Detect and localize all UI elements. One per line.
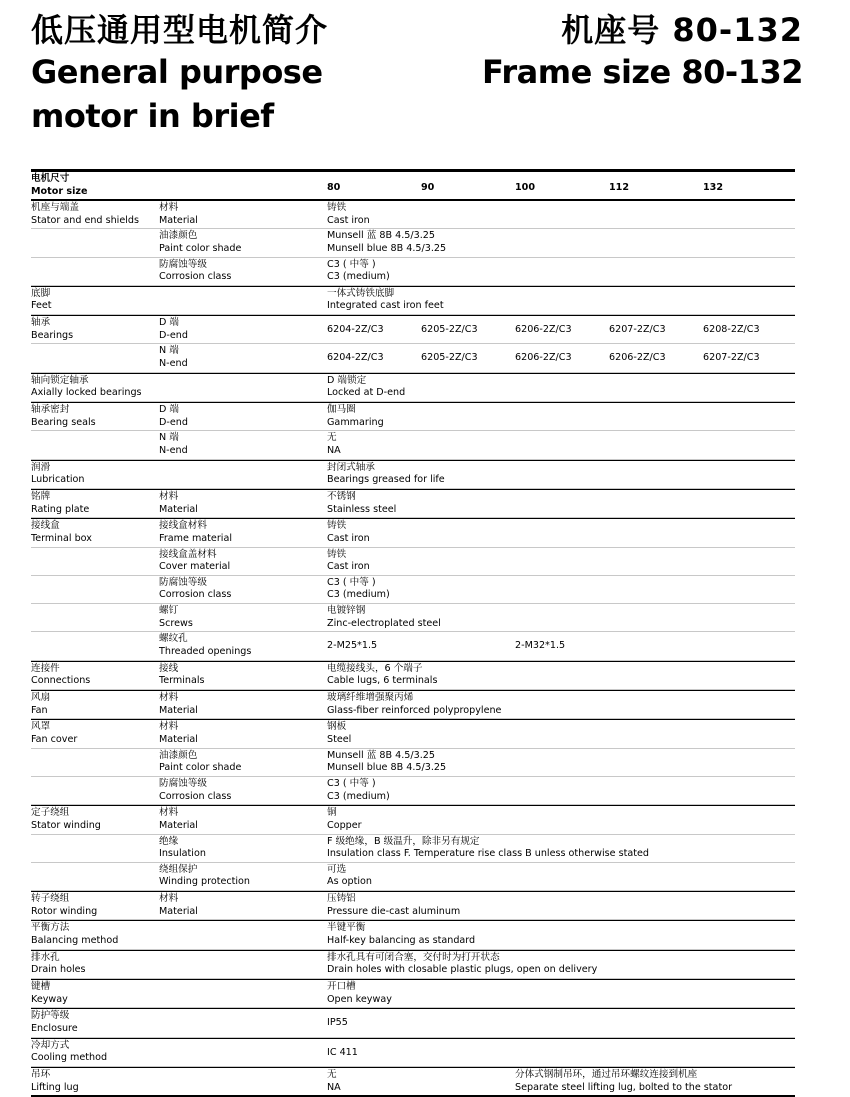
spec-value-en: Open keyway xyxy=(327,993,392,1005)
category-label-cn: 平衡方法 xyxy=(31,922,70,934)
spec-value xyxy=(327,663,437,688)
table-row xyxy=(31,373,795,402)
category-label-cn: 接线盒 xyxy=(31,520,60,532)
spec-value-en: Munsell blue 8B 4.5/3.25 xyxy=(327,762,447,774)
spec-value-en: Copper xyxy=(327,819,362,831)
size-value-100: 6206-2Z/C3 xyxy=(515,352,572,364)
category-label-en: Drain holes xyxy=(31,964,86,976)
spec-value-cn: 半键平衡 xyxy=(327,922,366,934)
spec-value-en: Cast iron xyxy=(327,561,370,573)
category-label-en: Lifting lug xyxy=(31,1081,79,1093)
size-value-90: 6205-2Z/C3 xyxy=(421,352,478,364)
subcategory-label xyxy=(159,836,206,861)
table-row xyxy=(31,576,795,604)
size-value-112: 6207-2Z/C3 xyxy=(609,324,666,336)
spec-table xyxy=(31,169,795,1097)
spec-value-en: Integrated cast iron feet xyxy=(327,300,444,312)
spec-value-en: Insulation class F. Temperature rise class B unless otherwise stated xyxy=(327,848,649,860)
spec-value-cn: 铸铁 xyxy=(327,520,347,532)
spec-value xyxy=(327,288,444,313)
subcategory-label-en: Corrosion class xyxy=(159,589,232,601)
subcategory-label-en: Material xyxy=(159,905,198,917)
subcategory-label-cn: N 端 xyxy=(159,345,179,357)
spec-value-cn: 钢板 xyxy=(327,721,347,733)
table-row xyxy=(31,805,795,834)
spec-value xyxy=(327,721,351,746)
subcategory-label-en: Frame material xyxy=(159,532,232,544)
table-row xyxy=(31,920,795,949)
spec-value-cn: 一体式铸铁底脚 xyxy=(327,287,395,299)
category-label xyxy=(31,288,52,313)
subcategory-label xyxy=(159,345,188,370)
subcategory-label xyxy=(159,259,231,284)
subcategory-label xyxy=(159,864,250,889)
category-label xyxy=(31,807,101,832)
size-value-132: 6207-2Z/C3 xyxy=(703,352,760,364)
table-row xyxy=(31,950,795,979)
category-label xyxy=(31,317,73,342)
category-label xyxy=(31,692,50,717)
category-label-en: Rating plate xyxy=(31,503,90,515)
spec-value-cn: 开口槽 xyxy=(327,981,356,993)
subcategory-label-cn: 接线盒材料 xyxy=(159,520,207,532)
table-row xyxy=(31,749,795,777)
category-label xyxy=(31,520,92,545)
subcategory-label-cn: 绝缘 xyxy=(159,835,179,847)
category-label-cn: 转子绕组 xyxy=(31,893,70,905)
subcategory-label xyxy=(159,432,188,457)
spec-value-cn: 铜 xyxy=(327,807,337,819)
category-label-en: Connections xyxy=(31,675,91,687)
subcategory-label-en: Insulation xyxy=(159,848,206,860)
spec-value xyxy=(327,202,370,227)
spec-value-en: NA xyxy=(327,444,341,456)
category-label-en: Enclosure xyxy=(31,1022,78,1034)
category-label-en: Balancing method xyxy=(31,935,119,947)
spec-value-cn: C3 ( 中等 ) xyxy=(327,576,376,588)
category-label-en: Fan xyxy=(31,704,48,716)
category-label xyxy=(31,491,89,516)
table-row xyxy=(31,460,795,489)
subcategory-label-cn: 防腐蚀等级 xyxy=(159,576,207,588)
size-132-header: 132 xyxy=(703,182,724,193)
spec-value-en: Cable lugs, 6 terminals xyxy=(327,675,438,687)
subcategory-label-en: Corrosion class xyxy=(159,271,232,283)
subcategory-label-en: Terminals xyxy=(159,675,205,687)
table-row xyxy=(31,518,795,547)
table-row xyxy=(31,431,795,459)
category-label xyxy=(31,202,139,227)
subcategory-label-cn: 油漆颜色 xyxy=(159,230,198,242)
spec-value-cn: 电镀锌钢 xyxy=(327,605,366,617)
table-row xyxy=(31,229,795,257)
size-112-header: 112 xyxy=(609,182,630,193)
spec-value-cn: 电缆接线头，6 个端子 xyxy=(327,662,423,674)
subcategory-label xyxy=(159,633,251,658)
subcategory-label xyxy=(159,520,232,545)
spec-value-en: C3 (medium) xyxy=(327,271,390,283)
subcategory-label xyxy=(159,605,193,630)
spec-value xyxy=(327,1069,341,1094)
category-label-en: Fan cover xyxy=(31,733,78,745)
category-label xyxy=(31,893,97,918)
category-label xyxy=(31,462,85,487)
subcategory-label xyxy=(159,577,231,602)
category-label-cn: 机座与端盖 xyxy=(31,202,79,213)
table-header-row xyxy=(31,172,795,200)
title-chinese: 低压通用型电机简介 xyxy=(31,11,329,49)
category-label xyxy=(31,981,68,1006)
category-label-cn: 底脚 xyxy=(31,287,51,299)
size-value-80: 6204-2Z/C3 xyxy=(327,352,384,364)
spec-value xyxy=(327,432,341,457)
category-label-en: Terminal box xyxy=(31,532,92,544)
size-value-100: 6206-2Z/C3 xyxy=(515,324,572,336)
spec-value-cn: 不锈钢 xyxy=(327,490,356,502)
category-label-en: Axially locked bearings xyxy=(31,387,142,399)
spec-value-frame-100-plus-en: Separate steel lifting lug, bolted to the stator xyxy=(515,1081,733,1093)
category-label-en: Bearings xyxy=(31,329,74,341)
spec-value xyxy=(327,864,372,889)
category-label-cn: 键槽 xyxy=(31,981,51,993)
spec-value-en: C3 (medium) xyxy=(327,790,390,802)
subcategory-label xyxy=(159,750,241,775)
spec-value-cn: 铸铁 xyxy=(327,202,347,213)
category-label-cn: 冷却方式 xyxy=(31,1039,70,1051)
category-label xyxy=(31,1010,78,1035)
table-row xyxy=(31,719,795,748)
category-label-en: Lubrication xyxy=(31,474,85,486)
motor-size-label-cn: 电机尺寸 xyxy=(31,173,70,184)
spec-value-cn: C3 ( 中等 ) xyxy=(327,258,376,270)
category-label-cn: 吊环 xyxy=(31,1068,51,1080)
frame-size-chinese: 机座号 80-132 xyxy=(561,11,803,49)
spec-value-en: Bearings greased for life xyxy=(327,474,445,486)
table-row xyxy=(31,632,795,660)
subcategory-label-cn: 螺纹孔 xyxy=(159,633,188,645)
size-value-100: 2-M32*1.5 xyxy=(515,640,566,652)
subcategory-label-en: Material xyxy=(159,819,198,831)
spec-value-cn: Munsell 蓝 8B 4.5/3.25 xyxy=(327,230,435,242)
table-row xyxy=(31,402,795,431)
table-row xyxy=(31,863,795,891)
subcategory-label-cn: 油漆颜色 xyxy=(159,749,198,761)
table-row xyxy=(31,979,795,1008)
subcategory-label xyxy=(159,230,241,255)
size-value-90: 6205-2Z/C3 xyxy=(421,324,478,336)
subcategory-label-en: Corrosion class xyxy=(159,790,232,802)
table-row xyxy=(31,835,795,863)
category-label-cn: 轴承 xyxy=(31,317,51,329)
subcategory-label xyxy=(159,807,198,832)
spec-value-en: Munsell blue 8B 4.5/3.25 xyxy=(327,242,447,254)
subcategory-label xyxy=(159,692,198,717)
table-body xyxy=(31,200,795,1097)
subcategory-label-cn: 材料 xyxy=(159,692,179,704)
spec-value-cn: 压铸铝 xyxy=(327,893,356,905)
frame-size-english: Frame size 80-132 xyxy=(482,53,803,91)
spec-value-en: Drain holes with closable plastic plugs, open on delivery xyxy=(327,964,598,976)
table-row xyxy=(31,690,795,719)
category-label-cn: 铭牌 xyxy=(31,490,51,502)
spec-value-en: Steel xyxy=(327,733,352,745)
table-row xyxy=(31,1038,795,1067)
spec-value xyxy=(327,893,460,918)
table-row xyxy=(31,661,795,690)
spec-value xyxy=(327,778,390,803)
subcategory-label-cn: 材料 xyxy=(159,721,179,733)
category-label-en: Cooling method xyxy=(31,1052,108,1064)
spec-value-cn: 排水孔具有可闭合塞，交付时为打开状态 xyxy=(327,951,500,963)
subcategory-label-cn: 材料 xyxy=(159,202,179,213)
subcategory-label xyxy=(159,491,198,516)
subcategory-label-cn: 绕组保护 xyxy=(159,863,198,875)
category-label-cn: 润滑 xyxy=(31,461,51,473)
spec-value xyxy=(327,520,370,545)
spec-value-en: C3 (medium) xyxy=(327,589,390,601)
spec-value xyxy=(327,404,384,429)
category-label-en: Rotor winding xyxy=(31,905,98,917)
category-label-cn: 轴承密封 xyxy=(31,404,70,416)
category-label-en: Bearing seals xyxy=(31,416,96,428)
spec-value xyxy=(327,952,597,977)
category-label xyxy=(31,663,90,688)
spec-value xyxy=(327,375,405,400)
spec-value-en: Half-key balancing as standard xyxy=(327,935,476,947)
table-row xyxy=(31,548,795,576)
category-label-cn: 定子绕组 xyxy=(31,807,70,819)
category-label-en: Stator and end shields xyxy=(31,214,139,226)
subcategory-label-en: Paint color shade xyxy=(159,242,242,254)
spec-value-en: Cast iron xyxy=(327,214,370,226)
category-label xyxy=(31,1069,79,1094)
spec-value xyxy=(327,491,396,516)
subcategory-label-en: Material xyxy=(159,704,198,716)
subcategory-label-en: Screws xyxy=(159,617,193,629)
size-100-header: 100 xyxy=(515,182,536,193)
spec-value xyxy=(327,462,445,487)
spec-value xyxy=(327,549,370,574)
spec-value xyxy=(327,807,362,832)
subcategory-label-en: Material xyxy=(159,503,198,515)
size-value-80: IC 411 xyxy=(327,1046,358,1058)
category-label-en: Keyway xyxy=(31,993,68,1005)
subcategory-label-cn: 材料 xyxy=(159,807,179,819)
subcategory-label-en: Material xyxy=(159,733,198,745)
spec-value xyxy=(327,692,501,717)
subcategory-label-cn: N 端 xyxy=(159,432,179,444)
spec-value-en: Zinc-electroplated steel xyxy=(327,617,441,629)
motor-size-label-en: Motor size xyxy=(31,185,88,197)
category-label-cn: 风罩 xyxy=(31,721,51,733)
spec-value xyxy=(327,577,390,602)
category-label-en: Stator winding xyxy=(31,819,101,831)
spec-value-cn: 无 xyxy=(327,432,337,444)
subcategory-label-en: Paint color shade xyxy=(159,762,242,774)
subcategory-label-cn: D 端 xyxy=(159,317,180,329)
title-block-left xyxy=(31,10,328,138)
table-row xyxy=(31,1067,795,1097)
table-row xyxy=(31,315,795,344)
subcategory-label xyxy=(159,663,205,688)
size-value-112: 6206-2Z/C3 xyxy=(609,352,666,364)
subcategory-label xyxy=(159,317,188,342)
table-row xyxy=(31,258,795,286)
subcategory-label-en: D-end xyxy=(159,416,188,428)
subcategory-label-cn: 螺钉 xyxy=(159,605,179,617)
table-row xyxy=(31,286,795,315)
size-value-80: 6204-2Z/C3 xyxy=(327,324,384,336)
subcategory-label xyxy=(159,202,198,227)
subcategory-label xyxy=(159,549,230,574)
table-row xyxy=(31,489,795,518)
subcategory-label-en: Threaded openings xyxy=(159,646,252,658)
category-label-en: Feet xyxy=(31,300,52,312)
spec-value-cn: 可选 xyxy=(327,863,347,875)
spec-value-en: Glass-fiber reinforced polypropylene xyxy=(327,704,502,716)
subcategory-label-en: Cover material xyxy=(159,561,231,573)
subcategory-label-cn: 材料 xyxy=(159,893,179,905)
motor-size-label xyxy=(31,173,87,198)
title-english-line-1: General purpose xyxy=(31,53,323,91)
table-row xyxy=(31,604,795,632)
subcategory-label-cn: 防腐蚀等级 xyxy=(159,258,207,270)
spec-value-en: Cast iron xyxy=(327,532,370,544)
spec-value-cn: F 级绝缘，B 级温升，除非另有规定 xyxy=(327,835,480,847)
spec-value-cn: 伽马圈 xyxy=(327,404,356,416)
subcategory-label xyxy=(159,721,198,746)
subcategory-label-cn: 材料 xyxy=(159,490,179,502)
spec-value xyxy=(327,259,390,284)
spec-value xyxy=(327,230,446,255)
spec-value-cn: 玻璃纤维增强聚丙烯 xyxy=(327,692,414,704)
spec-value-en: As option xyxy=(327,876,372,888)
size-90-header: 90 xyxy=(421,182,435,193)
spec-value xyxy=(327,605,441,630)
spec-value-en: NA xyxy=(327,1081,341,1093)
subcategory-label-en: N-end xyxy=(159,444,188,456)
spec-value-cn: C3 ( 中等 ) xyxy=(327,777,376,789)
spec-value-cn: 铸铁 xyxy=(327,548,347,560)
subcategory-label xyxy=(159,404,188,429)
table-row xyxy=(31,777,795,805)
size-value-80: 2-M25*1.5 xyxy=(327,640,378,652)
table-row xyxy=(31,891,795,920)
table-row xyxy=(31,1008,795,1037)
spec-value-cn: 封闭式轴承 xyxy=(327,461,375,473)
category-label xyxy=(31,375,142,400)
subcategory-label xyxy=(159,778,231,803)
category-label xyxy=(31,952,86,977)
spec-value xyxy=(327,836,649,861)
size-80-header: 80 xyxy=(327,182,341,193)
spec-value xyxy=(327,981,392,1006)
category-label-cn: 排水孔 xyxy=(31,951,60,963)
category-label xyxy=(31,1040,107,1065)
spec-value-en: Locked at D-end xyxy=(327,387,406,399)
spec-value-cn: 无 xyxy=(327,1068,337,1080)
subcategory-label-cn: D 端 xyxy=(159,404,180,416)
subcategory-label-cn: 接线盒盖材料 xyxy=(159,548,217,560)
size-value-80: IP55 xyxy=(327,1017,348,1029)
title-block-right xyxy=(482,10,803,94)
subcategory-label xyxy=(159,893,198,918)
spec-value-frame-100-plus xyxy=(515,1069,732,1094)
category-label xyxy=(31,922,118,947)
subcategory-label-en: Material xyxy=(159,214,198,226)
category-label-cn: 轴向锁定轴承 xyxy=(31,374,89,386)
category-label-cn: 防护等级 xyxy=(31,1010,70,1022)
category-label xyxy=(31,404,96,429)
category-label xyxy=(31,721,77,746)
category-label-cn: 风扇 xyxy=(31,692,51,704)
spec-value-cn: D 端锁定 xyxy=(327,374,367,386)
subcategory-label-cn: 接线 xyxy=(159,662,179,674)
title-english-line-2: motor in brief xyxy=(31,97,274,135)
subcategory-label-en: D-end xyxy=(159,329,188,341)
subcategory-label-en: Winding protection xyxy=(159,876,251,888)
spec-value xyxy=(327,750,446,775)
spec-value xyxy=(327,922,475,947)
spec-value-frame-100-plus-cn: 分体式钢制吊环，通过吊环螺纹连接到机座 xyxy=(515,1068,698,1080)
spec-value-en: Gammaring xyxy=(327,416,384,428)
table-row xyxy=(31,344,795,372)
category-label-cn: 连接件 xyxy=(31,662,60,674)
spec-value-cn: Munsell 蓝 8B 4.5/3.25 xyxy=(327,749,435,761)
spec-value-en: Stainless steel xyxy=(327,503,397,515)
spec-value-en: Pressure die-cast aluminum xyxy=(327,905,461,917)
table-row xyxy=(31,200,795,229)
subcategory-label-cn: 防腐蚀等级 xyxy=(159,777,207,789)
subcategory-label-en: N-end xyxy=(159,358,188,370)
size-value-132: 6208-2Z/C3 xyxy=(703,324,760,336)
